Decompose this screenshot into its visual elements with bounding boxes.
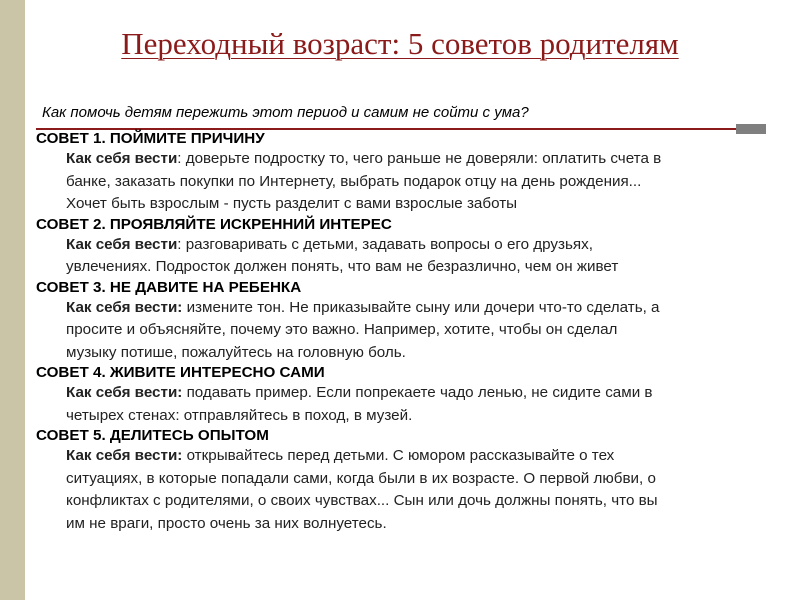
tip-heading: СОВЕТ 5. ДЕЛИТЕСЬ ОПЫТОМ [36,427,269,444]
tip-text: : разговаривать с детьми, задавать вопросы о его друзьях, [177,235,593,253]
tip-body [36,234,766,279]
tip-line [66,445,766,468]
slide-title: Переходный возраст: 5 советов родителям [121,26,679,61]
tip-line [66,148,766,171]
tip-heading: СОВЕТ 1. ПОЙМИТЕ ПРИЧИНУ [36,130,265,147]
tip-3 [36,279,766,365]
tip-heading: СОВЕТ 3. НЕ ДАВИТЕ НА РЕБЕНКА [36,278,302,296]
tip-body [36,382,766,427]
tip-body [36,297,766,365]
tip-line [66,297,766,320]
tip-line [66,234,766,257]
tip-label: Как себя вести [66,235,178,253]
tip-text: : доверьте подростку то, чего раньше не доверяли: оплатить счета в [177,150,662,167]
tip-line: музыку потише, пожалуйтесь на головную боль. [66,343,406,361]
tip-4 [36,364,766,427]
slide-subtitle: Как помочь детям пережить этот период и самим не сойти с ума? [42,104,529,121]
tip-line [66,382,766,405]
tip-2 [36,216,766,279]
tip-1 [36,130,766,216]
tip-label: Как себя вести [66,150,178,167]
tips-list [36,130,766,535]
tip-label: Как себя вести: [66,384,183,401]
tip-line: увлечениях. Подросток должен понять, что вам не безразлично, чем он живет [66,258,619,275]
tip-line: конфликтах с родителями, о своих чувствах... Сын или дочь должны понять, что вы [66,492,658,509]
tip-line: четырех стенах: отправляйтесь в поход, в музей. [66,406,413,424]
tip-5 [36,427,766,535]
decorative-side-bar [0,0,25,600]
tip-line: просите и объясняйте, почему это важно. Например, хотите, чтобы он сделал [66,321,618,338]
tip-heading: СОВЕТ 2. ПРОЯВЛЯЙТЕ ИСКРЕННИЙ ИНТЕРЕС [36,215,392,233]
tip-label: Как себя вести: [66,298,183,316]
tip-body [36,445,766,535]
tip-heading: СОВЕТ 4. ЖИВИТЕ ИНТЕРЕСНО САМИ [36,364,325,381]
tip-text: измените тон. Не приказывайте сыну или дочери что-то сделать, а [182,298,660,316]
tip-label: Как себя вести: [66,447,183,464]
tip-line: им не враги, просто очень за них волнуетесь. [66,514,387,532]
tip-line: ситуациях, в которые попадали сами, когда были в их возрасте. О первой любви, о [66,469,656,487]
tip-line: банке, заказать покупки по Интернету, выбрать подарок отцу на день рождения... [66,172,642,190]
tip-line: Хочет быть взрослым - пусть разделит с вами взрослые заботы [66,195,518,212]
tip-text: открывайтесь перед детьми. С юмором рассказывайте о тех [182,447,615,464]
tip-text: подавать пример. Если попрекаете чадо ленью, не сидите сами в [182,384,653,401]
tip-body [36,148,766,216]
